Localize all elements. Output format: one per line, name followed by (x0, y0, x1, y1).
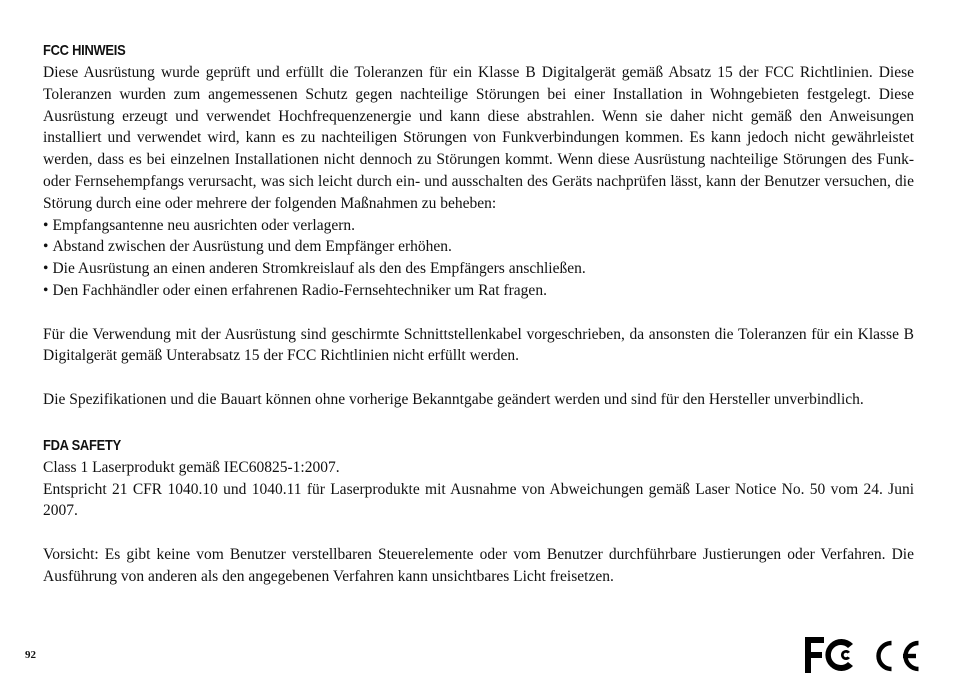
paragraph-spacer (43, 367, 914, 389)
fcc-paragraph-2: Für die Verwendung mit der Ausrüstung sind geschirmte Schnittstellenkabel vorgeschrieben, da ansonsten die Toleranzen für ein Klasse B Digitalgerät gemäß Unterabsatz 15 der FCC Richtlinien nicht erfüllt werden. (43, 325, 914, 365)
list-item: • Empfangsantenne neu ausrichten oder verlagern. (43, 215, 914, 237)
fda-heading: FDA SAFETY (43, 436, 121, 454)
ce-mark-icon (879, 643, 919, 669)
list-item: • Den Fachhändler oder einen erfahrenen Radio-Fernsehtechniker um Rat fragen. (43, 280, 914, 302)
fcc-measures-list (43, 215, 914, 302)
document-body (43, 40, 914, 588)
paragraph-spacer (43, 302, 914, 324)
page-number: 92 (25, 649, 36, 661)
fcc-paragraph-1: Diese Ausrüstung wurde geprüft und erfüllt die Toleranzen für ein Klasse B Digitalgerät gemäß Absatz 15 der FCC Richtlinien. Diese Toleranzen wurden zum angemessenen Schutz gegen nachteilige Störungen bei einer Installation in Wohngebieten festgelegt. Diese Ausrüstung erzeugt und verwendet Hochfrequenzenergie und kann diese abstrahlen. Wenn sie daher nicht gemäß den Anweisungen installiert und verwendet wird, kann es zu nachteiligen Störungen von Funkverbindungen kommen. Es kann jedoch nicht gewährleistet werden, dass es bei einzelnen Installationen nicht dennoch zu Störungen kommt. Wenn diese Ausrüstung nachteilige Störungen des Funk- oder Fernsehempfangs verursacht, was sich leicht durch ein- und ausschalten des Geräts nachprüfen lässt, kann der Benutzer versuchen, die Störung durch eine oder mehrere der folgenden Maßnahmen zu beheben: (43, 64, 914, 212)
fda-line-2: Entspricht 21 CFR 1040.10 und 1040.11 für Laserprodukte mit Ausnahme von Abweichungen gemäß Laser Notice No. 50 vom 24. Juni 2007. (43, 480, 914, 520)
fda-line-1: Class 1 Laserprodukt gemäß IEC60825-1:2007. (43, 458, 340, 476)
compliance-logos (803, 634, 921, 676)
paragraph-spacer (43, 522, 914, 544)
fcc-logo-icon (805, 637, 853, 673)
fda-caution: Vorsicht: Es gibt keine vom Benutzer verstellbaren Steuerelemente oder vom Benutzer durchführbare Justierungen oder Verfahren. Die Ausführung von anderen als den angegebenen Verfahren kann unsichtbares Licht freisetzen. (43, 545, 914, 585)
fcc-paragraph-3: Die Spezifikationen und die Bauart können ohne vorherige Bekanntgabe geändert werden und sind für den Hersteller unverbindlich. (43, 390, 864, 408)
fcc-heading: FCC HINWEIS (43, 42, 126, 59)
section-spacer (43, 411, 914, 435)
list-item: • Abstand zwischen der Ausrüstung und dem Empfänger erhöhen. (43, 236, 914, 258)
list-item: • Die Ausrüstung an einen anderen Stromkreislauf als den des Empfängers anschließen. (43, 258, 914, 280)
